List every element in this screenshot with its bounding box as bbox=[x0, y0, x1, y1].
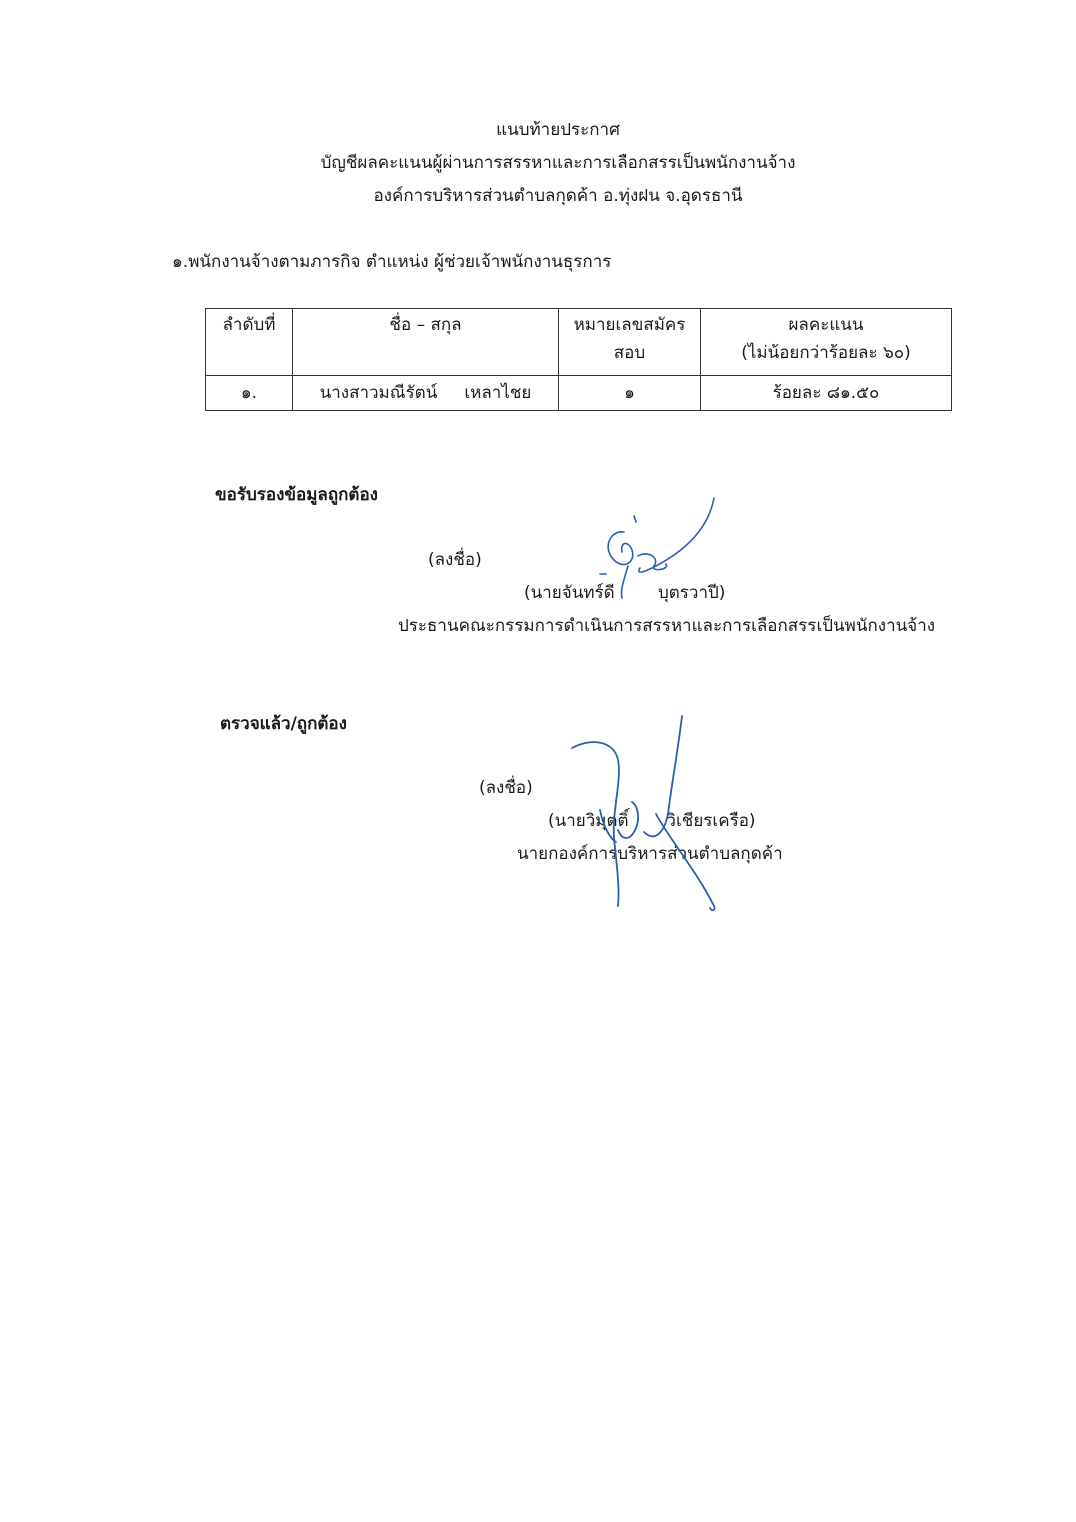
certify-sign-label: (ลงชื่อ) bbox=[428, 550, 482, 570]
approve-signer-title: นายกองค์การบริหารส่วนตำบลกุดค้า bbox=[517, 844, 783, 864]
cell-order: ๑. bbox=[206, 376, 293, 411]
approve-heading: ตรวจแล้ว/ถูกต้อง bbox=[220, 714, 347, 734]
cell-score: ร้อยละ ๘๑.๕๐ bbox=[701, 376, 952, 411]
cell-applicant-no: ๑ bbox=[559, 376, 701, 411]
certify-signer-title: ประธานคณะกรรมการดำเนินการสรรหาและการเลือกสรรเป็นพนักงานจ้าง bbox=[398, 616, 936, 636]
header-line-3: องค์การบริหารส่วนตำบลกุดค้า อ.ทุ่งฝน จ.อุดรธานี bbox=[373, 186, 743, 206]
table-row bbox=[206, 376, 952, 411]
header-name: ชื่อ – สกุล bbox=[293, 309, 559, 376]
header-line-2: บัญชีผลคะแนนผู้ผ่านการสรรหาและการเลือกสรรเป็นพนักงานจ้าง bbox=[320, 153, 796, 173]
header-order: ลำดับที่ bbox=[206, 309, 293, 376]
header-score: ผลคะแนน (ไม่น้อยกว่าร้อยละ ๖๐) bbox=[701, 309, 952, 376]
cell-name: นางสาวมณีรัตน์ เหลาไชย bbox=[293, 376, 559, 411]
score-table bbox=[205, 308, 952, 411]
table-header-row bbox=[206, 309, 952, 376]
header-applicant-no: หมายเลขสมัคร สอบ bbox=[559, 309, 701, 376]
mayor-signature bbox=[560, 710, 730, 915]
certify-signer-name: (นายจันทร์ดี บุตรวาปี) bbox=[524, 583, 726, 603]
certify-heading: ขอรับรองข้อมูลถูกต้อง bbox=[215, 485, 378, 505]
header-line-1: แนบท้ายประกาศ bbox=[496, 120, 620, 140]
section-title: ๑.พนักงานจ้างตามภารกิจ ตำแหน่ง ผู้ช่วยเจ้าพนักงานธุรการ bbox=[172, 252, 612, 272]
approve-signer-name: (นายวิมุตติ์ วิเชียรเครือ) bbox=[548, 811, 756, 831]
chairman-signature bbox=[580, 490, 730, 610]
approve-sign-label: (ลงชื่อ) bbox=[479, 778, 533, 798]
